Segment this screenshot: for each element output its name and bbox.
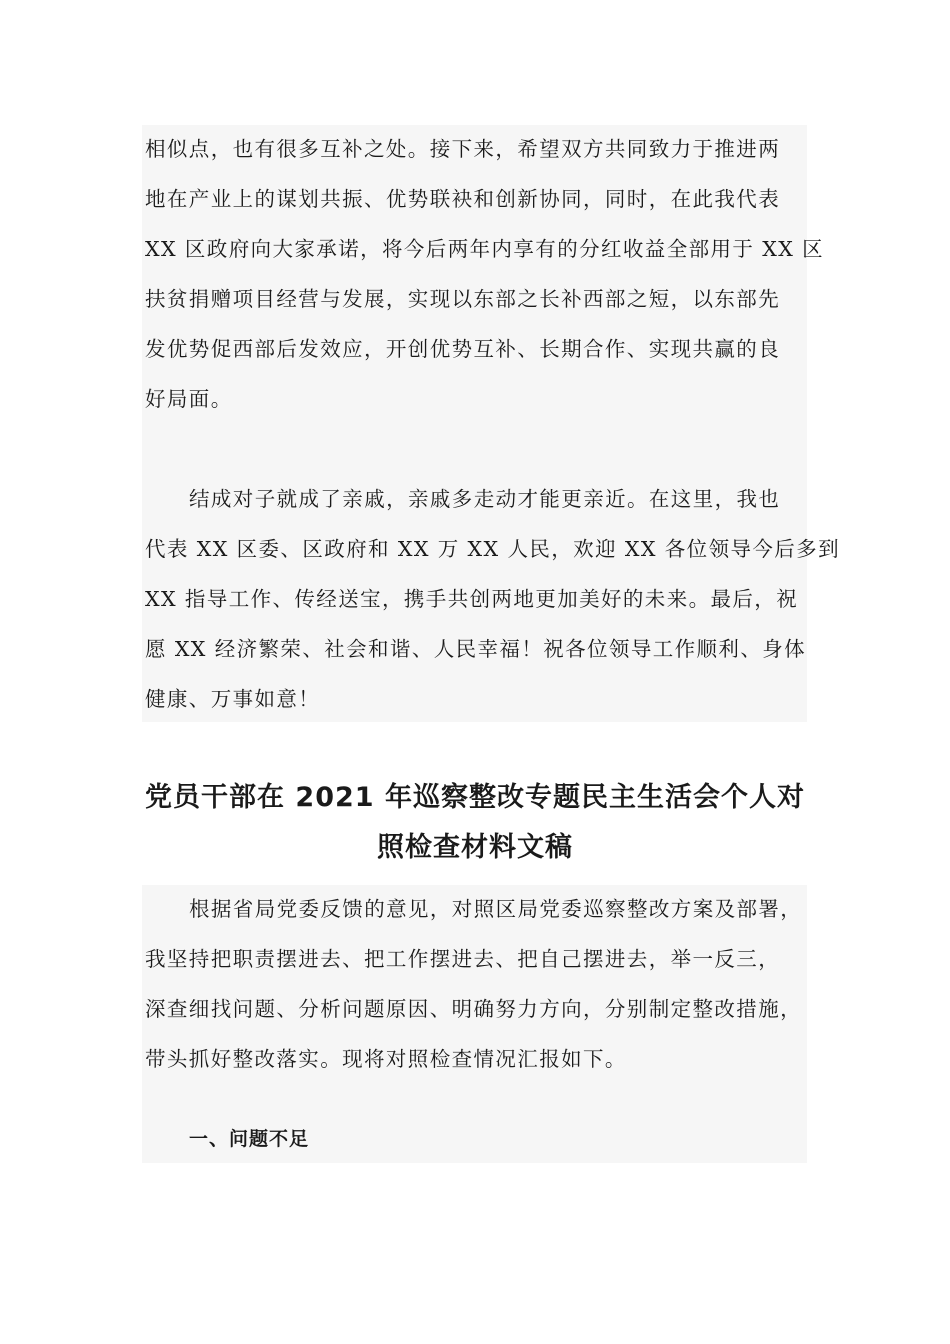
paragraph-closing-wishes	[145, 474, 840, 724]
text-line: 扶贫捐赠项目经营与发展，实现以东部之长补西部之短，以东部先	[145, 287, 781, 311]
paragraph-introduction	[145, 884, 805, 1084]
text-line: 好局面。	[145, 387, 233, 411]
section-heading: 一、问题不足	[189, 1128, 310, 1150]
text-line: 结成对子就成了亲戚，亲戚多走动才能更亲近。在这里，我也	[189, 487, 781, 511]
text-line: 地在产业上的谋划共振、优势联袂和创新协同，同时，在此我代表	[145, 187, 781, 211]
text-line: 根据省局党委反馈的意见，对照区局党委巡察整改方案及部署，	[189, 897, 803, 921]
text-line: 发优势促西部后发效应，开创优势互补、长期合作、实现共赢的良	[145, 337, 781, 361]
text-line: 健康、万事如意！	[145, 687, 321, 711]
text-line: 带头抓好整改落实。现将对照检查情况汇报如下。	[145, 1047, 627, 1071]
text-line: 相似点，也有很多互补之处。接下来，希望双方共同致力于推进两	[145, 137, 781, 161]
text-line: 深查细找问题、分析问题原因、明确努力方向，分别制定整改措施，	[145, 997, 802, 1021]
document-title-line-1: 党员干部在 2021 年巡察整改专题民主生活会个人对	[145, 782, 805, 813]
text-line: XX 区政府向大家承诺，将今后两年内享有的分红收益全部用于 XX 区	[145, 237, 825, 261]
text-line: 愿 XX 经济繁荣、社会和谐、人民幸福！祝各位领导工作顺利、身体	[145, 637, 807, 661]
text-line: 我坚持把职责摆进去、把工作摆进去、把自己摆进去，举一反三，	[145, 947, 781, 971]
text-line: XX 指导工作、传经送宝，携手共创两地更加美好的未来。最后，祝	[145, 587, 799, 611]
document-title-line-2: 照检查材料文稿	[377, 832, 573, 863]
text-line: 代表 XX 区委、区政府和 XX 万 XX 人民，欢迎 XX 各位领导今后多到	[145, 537, 840, 561]
paragraph-cooperation	[145, 124, 825, 424]
